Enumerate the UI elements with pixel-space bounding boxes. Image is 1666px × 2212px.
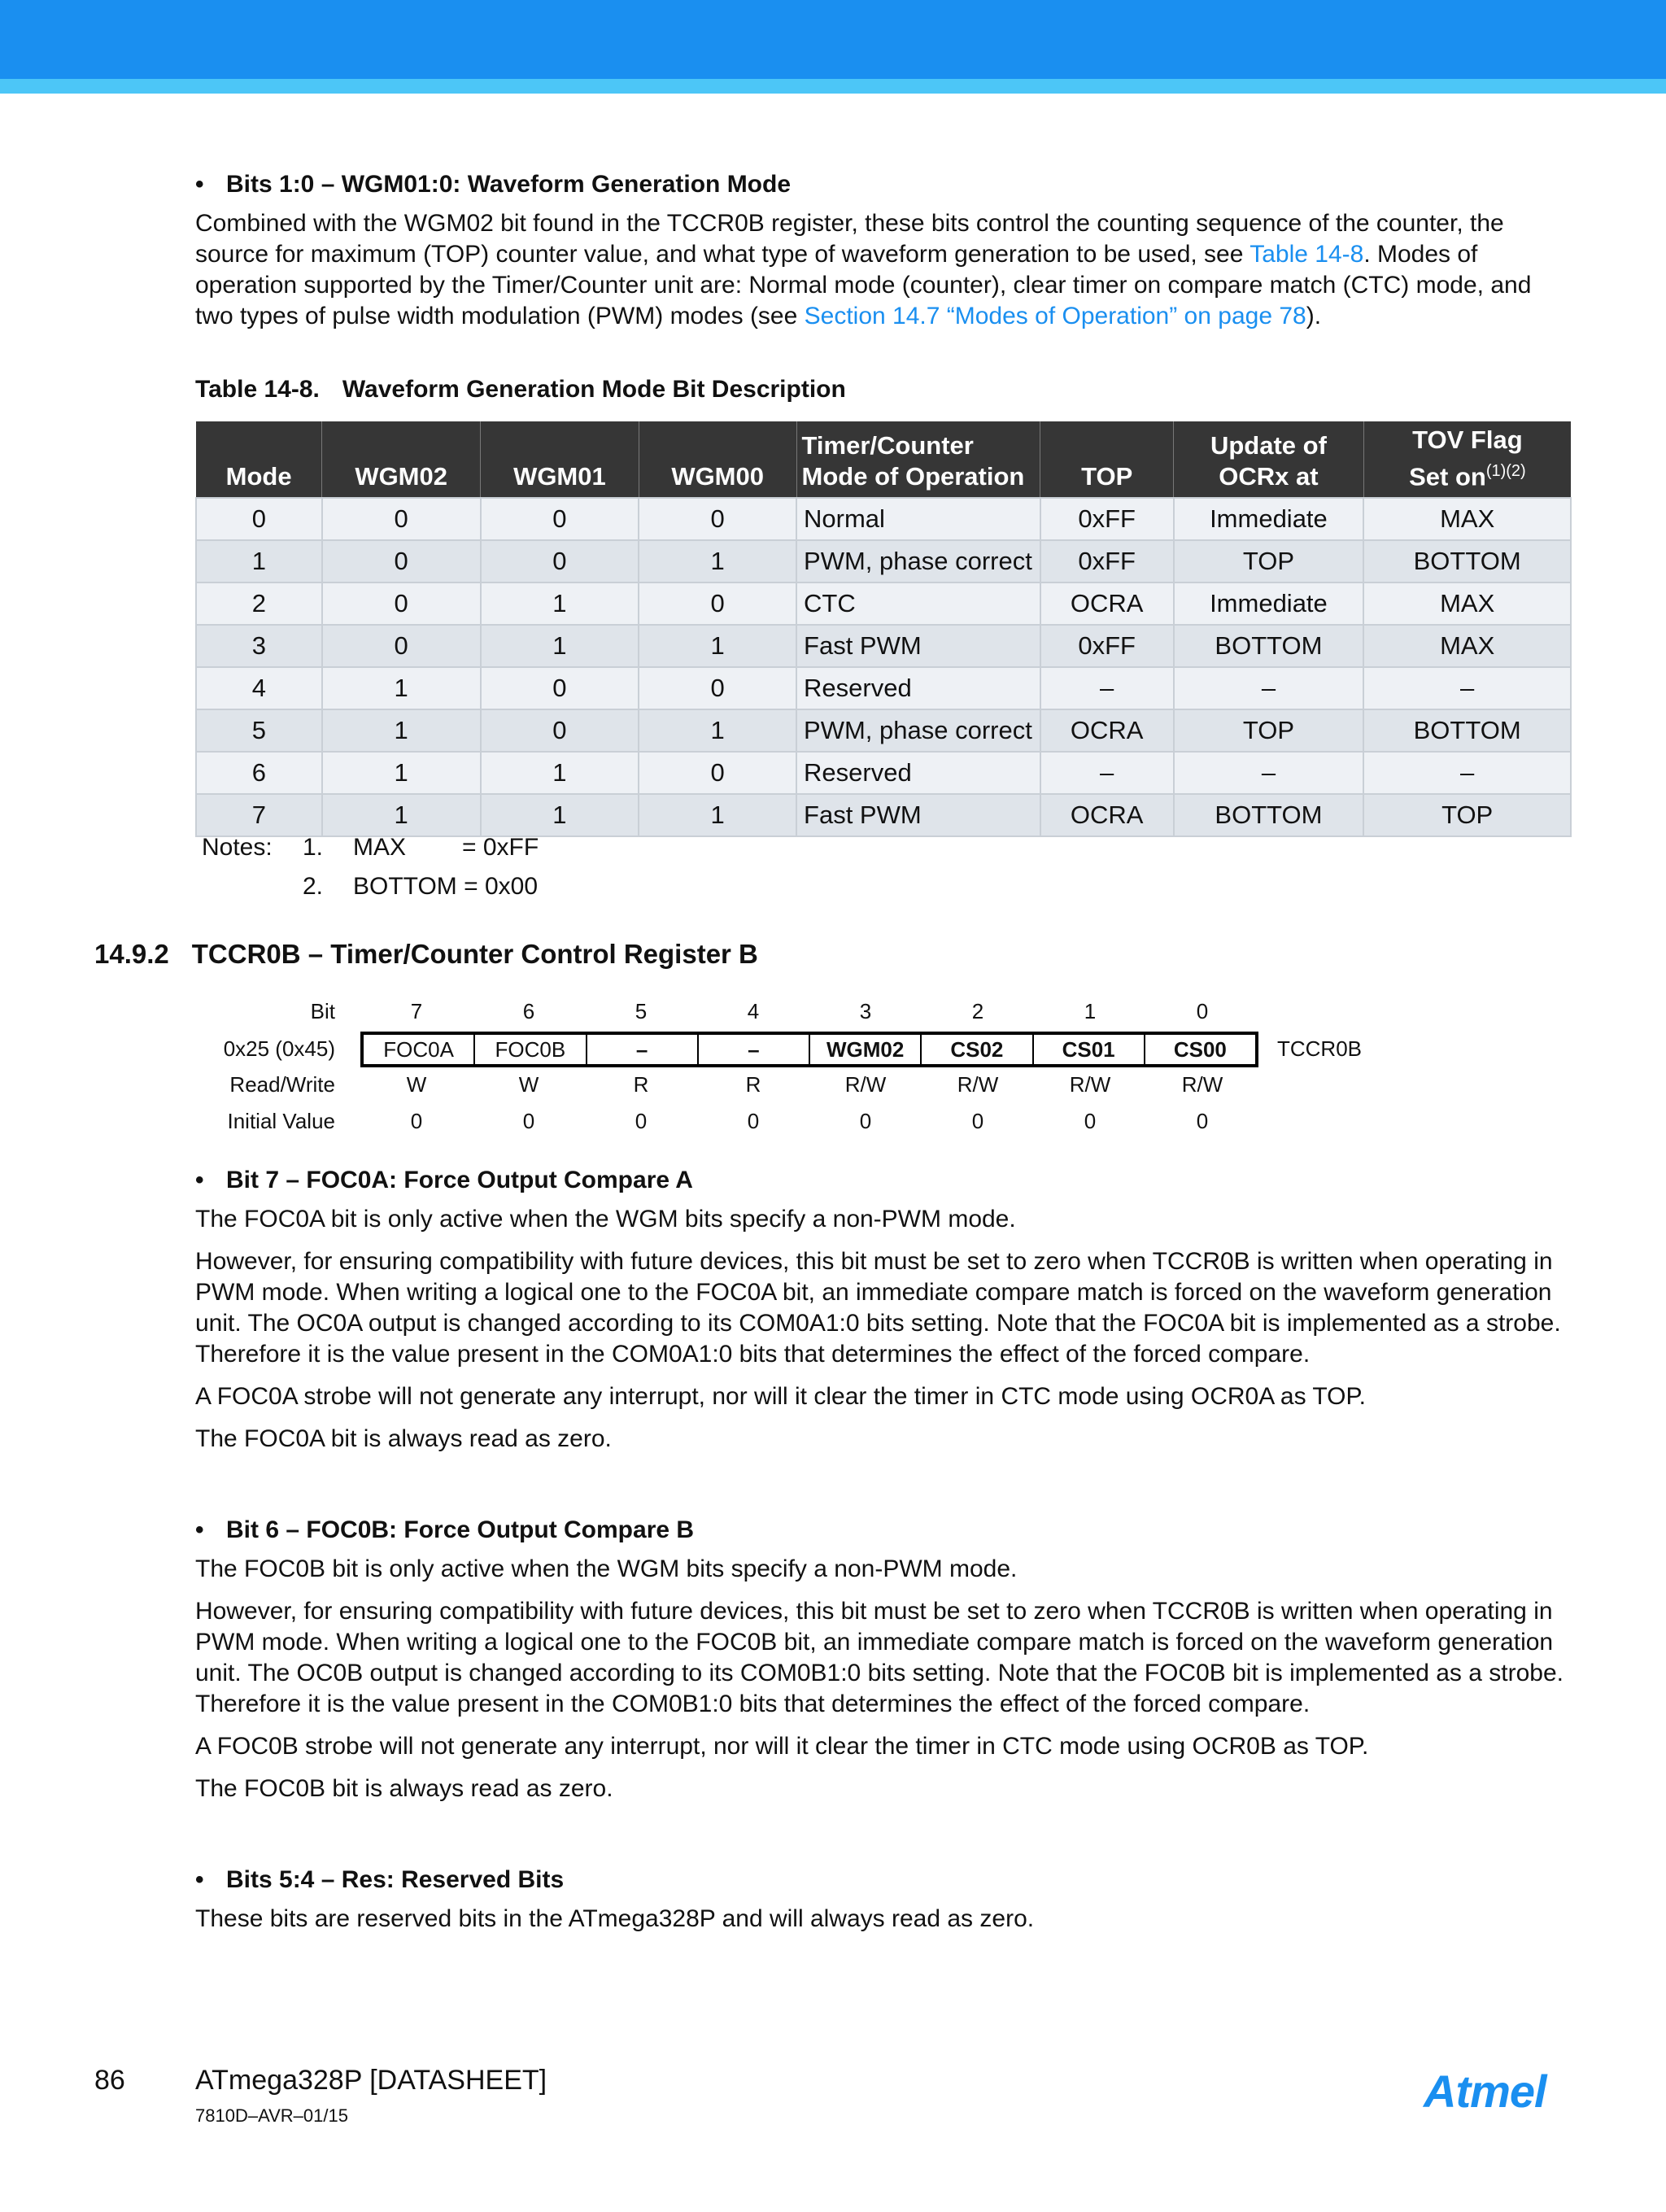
table-cell: Normal xyxy=(796,498,1040,540)
table-cell: 1 xyxy=(322,794,481,836)
reg-field: CS00 xyxy=(1144,1035,1255,1064)
table-cell: 1 xyxy=(322,752,481,794)
reg-init-value: 0 xyxy=(635,1109,648,1133)
reg-rw-value: R/W xyxy=(957,1072,999,1097)
th-tov-flag: TOV Flag Set $on^{(1)(2)}$ xyxy=(1363,421,1571,498)
th-wgm01: WGM01 xyxy=(481,421,639,498)
th-mode-of-operation: Timer/Counter Mode of Operation xyxy=(796,421,1040,498)
table-cell: Immediate xyxy=(1174,498,1364,540)
table-cell: 0 xyxy=(639,752,796,794)
table-cell: 0 xyxy=(639,582,796,625)
th-top: TOP xyxy=(1040,421,1174,498)
reg-field: WGM02 xyxy=(809,1035,920,1064)
reg-init-value: 0 xyxy=(859,1109,872,1133)
reg-init-value: 0 xyxy=(1196,1109,1209,1133)
bullet-icon: • xyxy=(195,171,204,198)
reg-bit-number: 3 xyxy=(859,999,872,1023)
table-cell: MAX xyxy=(1363,498,1571,540)
wgm-paragraph: Combined with the WGM02 bit found in the TCCR0B register, these bits control the counting sequence of the counter, the source for maximum (TOP) counter value, and what type of waveform generation to be used, see Table 14-8. Modes of operation supported by the Timer/Counter unit are: Normal mode (counter), clear timer on compare match (CTC) mode, and two types of pulse width modulation (PWM) modes (see Section 14.7 “Modes of Operation” on page 78). xyxy=(195,210,1532,329)
table-cell: 1 xyxy=(639,794,796,836)
table-cell: 0 xyxy=(322,540,481,582)
reg-bit-number: 5 xyxy=(635,999,648,1023)
table-cell: Fast PWM xyxy=(796,794,1040,836)
table-cell: PWM, phase correct xyxy=(796,540,1040,582)
table-cell: 1 xyxy=(481,794,639,836)
th-update-ocrx: Update of OCRx at xyxy=(1174,421,1364,498)
table-cell: 0xFF xyxy=(1040,498,1174,540)
table-cell: 1 xyxy=(639,709,796,752)
section-heading-tccr0b: 14.9.2 TCCR0B – Timer/Counter Control Register B xyxy=(94,939,758,969)
table-cell: 4 xyxy=(196,667,322,709)
table-cell: BOTTOM xyxy=(1363,709,1571,752)
reg-init-value: 0 xyxy=(971,1109,984,1133)
table-cell: Reserved xyxy=(796,752,1040,794)
table-cell: 3 xyxy=(196,625,322,667)
reg-field: CS02 xyxy=(920,1035,1031,1064)
table-cell: 0 xyxy=(322,625,481,667)
footer-doc-id: 7810D–AVR–01/15 xyxy=(195,2105,348,2126)
table-cell: 1 xyxy=(322,667,481,709)
table-caption: Table 14-8. Waveform Generation Mode Bit Description xyxy=(195,376,846,403)
reg-init-label: Initial Value xyxy=(227,1109,335,1133)
reg-rw-value: W xyxy=(406,1072,427,1097)
table-cell: 0 xyxy=(481,667,639,709)
section-wgm-bits xyxy=(195,171,1570,332)
table-cell: 1 xyxy=(639,540,796,582)
reg-init-value: 0 xyxy=(410,1109,423,1133)
atmel-logo: Atmel xyxy=(1424,2066,1546,2117)
table-cell: – xyxy=(1363,667,1571,709)
table-cell: – xyxy=(1174,667,1364,709)
table-cell: 7 xyxy=(196,794,322,836)
table-cell: 0 xyxy=(481,540,639,582)
section-bit7: • Bit 7 – FOC0A: Force Output Compare A The FOC0A bit is only active when the WGM bits specify a non-PWM mode. However, for ensuring compatibility with future devices, this bit must be set to zero when TCCR0B is written when operating in PWM mode. When writing a logical one to the FOC0A bit, an immediate compare match is forced on the waveform generation unit. The OC0A output is changed according to its COM0A1:0 bits setting. Note that the FOC0A bit is implemented as a strobe. Therefore it is the value present in the COM0A1:0 bits that determines the effect of the forced compare. A FOC0A strobe will not generate any interrupt, nor will it clear the timer in CTC mode using OCR0A as TOP. The FOC0A bit is always read as zero. xyxy=(195,1167,1570,1466)
table-cell: 5 xyxy=(196,709,322,752)
reg-rw-value: R/W xyxy=(1181,1072,1223,1097)
footer-title: ATmega328P [DATASHEET] xyxy=(195,2065,547,2096)
reg-field: – xyxy=(586,1035,697,1064)
table-cell: 0 xyxy=(322,582,481,625)
register-box xyxy=(360,1032,1258,1067)
table-cell: – xyxy=(1040,752,1174,794)
table-cell: TOP xyxy=(1363,794,1571,836)
bullet-heading-bit7: • Bit 7 – FOC0A: Force Output Compare A xyxy=(195,1167,693,1193)
table-cell: TOP xyxy=(1174,540,1364,582)
reg-rw-value: R/W xyxy=(1069,1072,1111,1097)
header-bar xyxy=(0,0,1666,79)
table-cell: BOTTOM xyxy=(1363,540,1571,582)
table-cell: 0 xyxy=(322,498,481,540)
reg-bit-number: 0 xyxy=(1196,999,1209,1023)
table-cell: CTC xyxy=(796,582,1040,625)
link-table-14-8[interactable]: Table 14-8 xyxy=(1250,241,1364,268)
link-section-14-7[interactable]: Section 14.7 “Modes of Operation” on page 78 xyxy=(804,303,1306,329)
table-cell: MAX xyxy=(1363,582,1571,625)
table-cell: 6 xyxy=(196,752,322,794)
reg-rw-label: Read/Write xyxy=(229,1072,335,1097)
table-cell: 1 xyxy=(481,582,639,625)
page-number: 86 xyxy=(94,2065,125,2096)
table-row xyxy=(196,582,1571,625)
reg-name: TCCR0B xyxy=(1277,1036,1363,1061)
table-cell: 0 xyxy=(639,667,796,709)
reg-bit-number: 2 xyxy=(971,999,984,1023)
table-cell: 1 xyxy=(639,625,796,667)
reg-address: 0x25 (0x45) xyxy=(223,1036,335,1061)
table-cell: OCRA xyxy=(1040,709,1174,752)
table-cell: 1 xyxy=(322,709,481,752)
table-row xyxy=(196,540,1571,582)
th-mode: Mode xyxy=(196,421,322,498)
table-cell: 1 xyxy=(481,752,639,794)
table-cell: MAX xyxy=(1363,625,1571,667)
table-cell: 0xFF xyxy=(1040,540,1174,582)
table-cell: 1 xyxy=(481,625,639,667)
table-cell: 0 xyxy=(639,498,796,540)
bullet-icon: • xyxy=(195,1167,204,1193)
table-row xyxy=(196,625,1571,667)
reg-field: FOC0B xyxy=(473,1035,585,1064)
section-bit6: • Bit 6 – FOC0B: Force Output Compare B The FOC0B bit is only active when the WGM bits specify a non-PWM mode. However, for ensuring compatibility with future devices, this bit must be set to zero when TCCR0B is written when operating in PWM mode. When writing a logical one to the FOC0B bit, an immediate compare match is forced on the waveform generation unit. The OC0B output is changed according to its COM0B1:0 bits setting. Note that the FOC0B bit is implemented as a strobe. Therefore it is the value present in the COM0B1:0 bits that determines the effect of the forced compare. A FOC0B strobe will not generate any interrupt, nor will it clear the timer in CTC mode using OCR0B as TOP. The FOC0B bit is always read as zero. xyxy=(195,1516,1570,1816)
bullet-heading-wgm: • Bits 1:0 – WGM01:0: Waveform Generation Mode xyxy=(195,171,792,198)
table-cell: 2 xyxy=(196,582,322,625)
reg-field: FOC0A xyxy=(383,1036,454,1062)
reg-bit-number: 6 xyxy=(522,999,535,1023)
reg-init-value: 0 xyxy=(747,1109,760,1133)
th-wgm02: WGM02 xyxy=(322,421,481,498)
table-cell: OCRA xyxy=(1040,794,1174,836)
reg-init-value: 0 xyxy=(522,1109,535,1133)
reg-rw-value: R xyxy=(633,1072,649,1097)
section-bits54: • Bits 5:4 – Res: Reserved Bits These bits are reserved bits in the ATmega328P and will always read as zero. xyxy=(195,1866,1570,1946)
bullet-heading-bit6: • Bit 6 – FOC0B: Force Output Compare B xyxy=(195,1516,695,1543)
wgm-table xyxy=(195,421,1572,837)
reg-bit-number: 4 xyxy=(747,999,760,1023)
table-cell: – xyxy=(1363,752,1571,794)
table-cell: – xyxy=(1174,752,1364,794)
table-cell: 0 xyxy=(481,709,639,752)
bullet-heading-bits54: • Bits 5:4 – Res: Reserved Bits xyxy=(195,1866,565,1893)
reg-field: CS01 xyxy=(1032,1035,1144,1064)
reg-bit-number: 7 xyxy=(410,999,423,1023)
reg-bit-number: 1 xyxy=(1084,999,1097,1023)
reg-field: – xyxy=(697,1035,809,1064)
table-cell: BOTTOM xyxy=(1174,625,1364,667)
table-cell: OCRA xyxy=(1040,582,1174,625)
reg-rw-value: R/W xyxy=(844,1072,887,1097)
table-cell: Immediate xyxy=(1174,582,1364,625)
table-header-row xyxy=(196,421,1571,498)
table-row xyxy=(196,752,1571,794)
table-row xyxy=(196,667,1571,709)
th-wgm00: WGM00 xyxy=(639,421,796,498)
table-cell: Reserved xyxy=(796,667,1040,709)
table-cell: 0 xyxy=(481,498,639,540)
table-row xyxy=(196,498,1571,540)
reg-bit-label: Bit xyxy=(310,999,335,1023)
table-cell: 0 xyxy=(196,498,322,540)
table-cell: – xyxy=(1040,667,1174,709)
header-strip xyxy=(0,79,1666,94)
table-cell: 0xFF xyxy=(1040,625,1174,667)
table-cell: PWM, phase correct xyxy=(796,709,1040,752)
reg-init-value: 0 xyxy=(1084,1109,1097,1133)
table-cell: 1 xyxy=(196,540,322,582)
bullet-icon: • xyxy=(195,1516,204,1543)
table-cell: BOTTOM xyxy=(1174,794,1364,836)
reg-rw-value: W xyxy=(518,1072,539,1097)
table-cell: TOP xyxy=(1174,709,1364,752)
table-row xyxy=(196,709,1571,752)
bullet-icon: • xyxy=(195,1866,204,1893)
table-cell: Fast PWM xyxy=(796,625,1040,667)
reg-rw-value: R xyxy=(745,1072,761,1097)
